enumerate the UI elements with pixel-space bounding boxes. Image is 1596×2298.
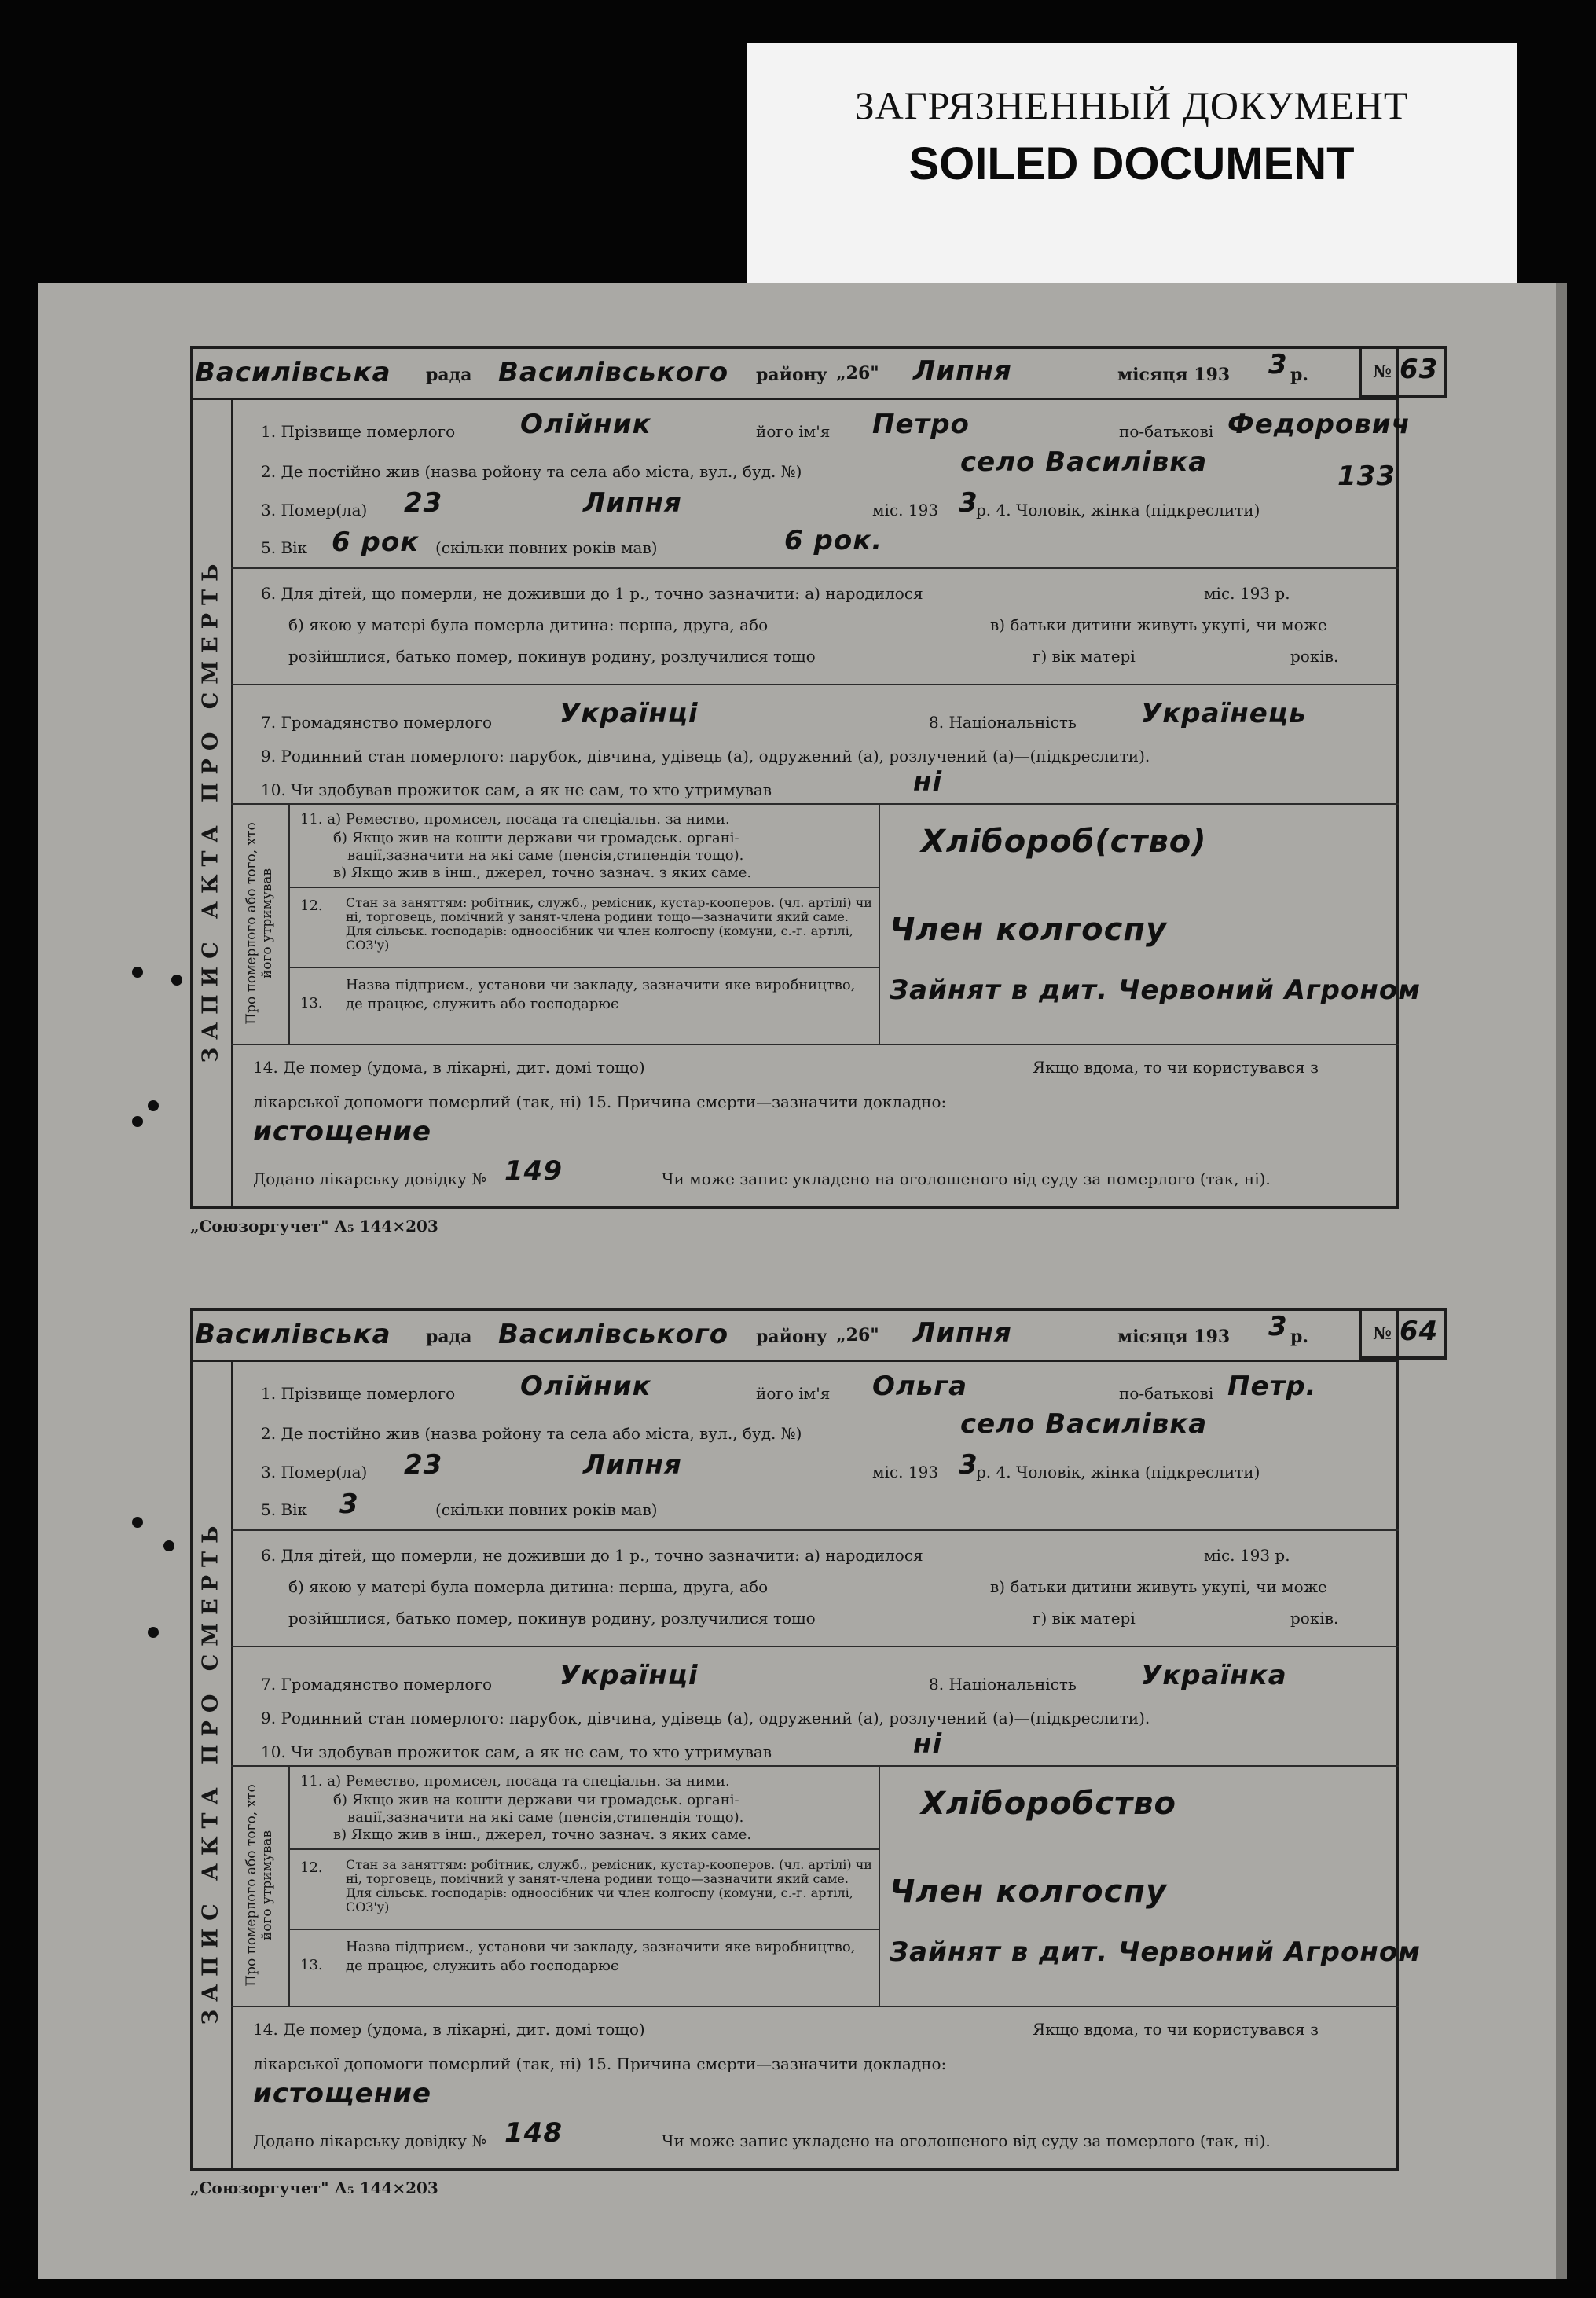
- citizenship: Українці: [560, 698, 699, 729]
- death-day: 23: [404, 1449, 443, 1481]
- death-record-form: № 64 ЗАПИС АКТА ПРО СМЕРТЬ Василівська рада Василівського району „26" Липня місяця 193 3 р. 1. Прізвище померлого Олійник його ім'я Ольга по-батькові Петр. 2. Де постійно жив (назва ройону та села або міста, вул., буд. №) село Василівка 3. Помер(ла) 23 Липня міс. 193 3 р. 4. Чоловік, жінка (підкреслити) 5. Вік 3 (скільки повних років мав) 6. Для дітей, що померли, не доживши до 1 р., точно зазначити: а) народилося міс. 193 р. б) якою у матері була померла дитина: перша, друга, або в) батьки дитини живуть укупі, чи може розійшлися, батько помер, покинув родину, розлучилися тощо г) вік матері років. 7. Громадянство померлого Українці 8. Національність Українка 9. Родинний стан померлого: парубок, дівчина, удівець (а), одружений (а), розлучений (а)—(підкреслити). 10. Чи здобував прожиток сам, а як не сам, то хто утримував ні Про померлого або того, хто його утримував 11. а) Ремество, промисел, посада та спеціальн. за ними. б) Якщо жив на кошти держави чи громадськ. органі- вації,зазначити на які саме (пенсія,стипендія тощо). в) Якщо жив в інш., джерел, точно зазнач. з яких саме. Хліборобство 12. Стан за заняттям: робітник, служб., ремісник, кустар-кооперов. (чл. артілі) чи ні, торговець, помічний у занят-члена родини тощо—зазначити який саме. Для сільськ. господарів: одноосібник чи член колгоспу (комуни, с.-г. артілі, СОЗ'у) Член колгоспу 13. Назва підприєм., установи чи закладу, зазначити яке виробництво, де працює, служить або господарює Зайнят в дит. Червоний Агроном 14. Де помер (удома, в лікарні, дит. домі тощо) Якщо вдома, то чи користувався з лікарської допомоги померлий (так, ні) 15. Причина смерти—зазначити докладно: истощение Додано лікарську довідку № 148 Чи може запис укладено на оголошеного від суду за померлого (так, ні). „Союзоргучет" А₅ 144×203: [190, 1308, 1399, 2171]
- death-month: Липня: [583, 1449, 682, 1481]
- supported-by: ні: [913, 1728, 943, 1760]
- record-number-box: № 63: [1359, 346, 1447, 398]
- record-day: „26": [836, 1325, 879, 1345]
- surname: Олійник: [520, 409, 651, 440]
- death-year-digit: 3: [959, 1449, 978, 1481]
- workplace: Зайнят в дит. Червоний Агроном: [890, 975, 1422, 1006]
- support-vertical-label: Про померлого або того, хто його утримував: [244, 1784, 275, 1987]
- cause-of-death: истощение: [253, 1116, 432, 1147]
- record-number-box: № 64: [1359, 1308, 1447, 1360]
- record-day: „26": [836, 363, 879, 384]
- punch-hole: [148, 1100, 159, 1111]
- punch-hole: [171, 975, 182, 986]
- residence: село Василівка: [960, 446, 1208, 478]
- workplace: Зайнят в дит. Червоний Агроном: [890, 1936, 1422, 1968]
- death-year-digit: 3: [959, 487, 978, 519]
- nationality: Українка: [1141, 1660, 1287, 1691]
- punch-hole: [148, 1627, 159, 1638]
- death-record-form: № 63 ЗАПИС АКТА ПРО СМЕРТЬ Василівська рада Василівського району „26" Липня місяця 193 3 р. 1. Прізвище померлого Олійник його ім'я Петро по-батькові Федорович 2. Де постійно жив (назва ройону та села або міста, вул., буд. №) село Василівка 133 3. Помер(ла) 23 Липня міс. 193 3 р. 4. Чоловік, жінка (підкреслити) 5. Вік 6 рок (скільки повних років мав) 6 рок. 6. Для дітей, що померли, не доживши до 1 р., точно зазначити: а) народилося міс. 193 р. б) якою у матері була померла дитина: перша, друга, або в) батьки дитини живуть укупі, чи може розійшлися, батько помер, покинув родину, розлучилися тощо г) вік матері років. 7. Громадянство померлого Українці 8. Національність Українець 9. Родинний стан померлого: парубок, дівчина, удівець (а), одружений (а), розлучений (а)—(підкреслити). 10. Чи здобував прожиток сам, а як не сам, то хто утримував ні Про померлого або того, хто його утримував 11. а) Ремество, промисел, посада та спеціальн. за ними. б) Якщо жив на кошти держави чи громадськ. органі- вації,зазначити на які саме (пенсія,стипендія тощо). в) Якщо жив в інш., джерел, точно зазнач. з яких саме. Хлібороб(ство) 12. Стан за заняттям: робітник, служб., ремісник, кустар-кооперов. (чл. артілі) чи ні, торговець, помічний у занят-члена родини тощо—зазначити який саме. Для сільськ. господарів: одноосібник чи член колгоспу (комуни, с.-г. артілі, СОЗ'у) Член колгоспу 13. Назва підприєм., установи чи закладу, зазначити яке виробництво, де працює, служить або господарює Зайнят в дит. Червоний Агроном 14. Де помер (удома, в лікарні, дит. домі тощо) Якщо вдома, то чи користувався з лікарської допомоги померлий (так, ні) 15. Причина смерти—зазначити докладно: истощение Додано лікарську довідку № 149 Чи може запис укладено на оголошеного від суду за померлого (так, ні). „Союзоргучет" А₅ 144×203: [190, 346, 1399, 1209]
- punch-hole: [132, 967, 143, 978]
- form-footer: „Союзоргучет" А₅ 144×203: [190, 2179, 438, 2197]
- residence: село Василівка: [960, 1408, 1208, 1440]
- surname: Олійник: [520, 1371, 651, 1402]
- first-name: Ольга: [872, 1371, 968, 1402]
- side-label: ЗАПИС АКТА ПРО СМЕРТЬ: [198, 556, 223, 1063]
- form-footer: „Союзоргучет" А₅ 144×203: [190, 1217, 438, 1235]
- age: 3: [339, 1489, 359, 1520]
- punch-hole: [163, 1540, 174, 1551]
- employment-status: Член колгоспу: [890, 1874, 1168, 1910]
- age: 6 рок: [332, 527, 420, 558]
- label-russian: ЗАГРЯЗНЕННЫЙ ДОКУМЕНТ: [854, 83, 1409, 127]
- side-label: ЗАПИС АКТА ПРО СМЕРТЬ: [198, 1518, 223, 2025]
- label-english: SOILED DOCUMENT: [908, 138, 1355, 189]
- citizenship: Українці: [560, 1660, 699, 1691]
- punch-hole: [132, 1116, 143, 1127]
- rada-name: Василівська: [195, 357, 391, 388]
- record-number: 63: [1400, 354, 1439, 385]
- supported-by: ні: [913, 766, 943, 798]
- age-repeat: 6 рок.: [784, 525, 883, 556]
- raion-name: Василівського: [498, 1319, 729, 1350]
- death-month: Липня: [583, 487, 682, 519]
- death-day: 23: [404, 487, 443, 519]
- rada-name: Василівська: [195, 1319, 391, 1350]
- employment-status: Член колгоспу: [890, 912, 1168, 948]
- margin-note: 133: [1337, 461, 1396, 492]
- certificate-number: 149: [504, 1155, 563, 1187]
- patronymic: Петр.: [1227, 1371, 1317, 1402]
- record-number: 64: [1400, 1316, 1439, 1347]
- record-month: Липня: [913, 1317, 1012, 1349]
- punch-hole: [132, 1517, 143, 1528]
- certificate-number: 148: [504, 2117, 563, 2149]
- nationality: Українець: [1141, 698, 1307, 729]
- soiled-document-label: [747, 43, 1517, 287]
- patronymic: Федорович: [1227, 409, 1411, 440]
- first-name: Петро: [872, 409, 970, 440]
- raion-name: Василівського: [498, 357, 729, 388]
- cause-of-death: истощение: [253, 2078, 432, 2109]
- record-year-digit: 3: [1268, 349, 1288, 380]
- occupation: Хліборобство: [921, 1786, 1176, 1822]
- record-year-digit: 3: [1268, 1311, 1288, 1342]
- occupation: Хлібороб(ство): [921, 824, 1207, 860]
- support-vertical-label: Про померлого або того, хто його утримував: [244, 822, 275, 1025]
- record-month: Липня: [913, 355, 1012, 387]
